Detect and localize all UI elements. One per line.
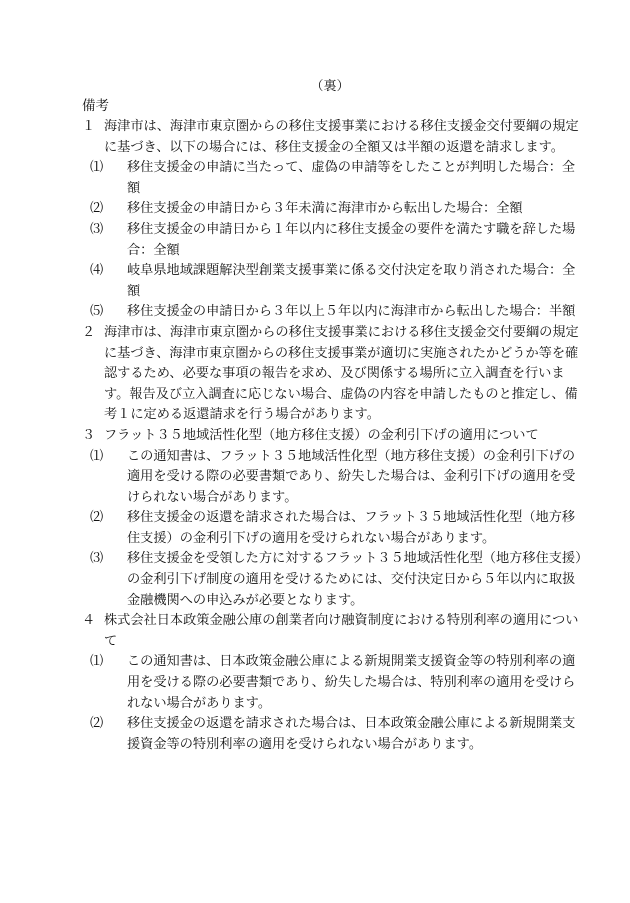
subitem-text: この通知書は、日本政策金融公庫による新規開業支援資金等の特別利率の適用を受ける際の必要書類であり、紛失した場合は、特別利率の適用を受けられない場合があります。 [127,654,576,711]
subitem-text: 移住支援金の返還を請求された場合は、フラット３５地域活性化型（地方移住支援）の金利引下げの適用を受けられない場合があります。 [127,510,576,546]
section-title: 備考 [82,98,109,114]
subitem-number: ⑷ [90,263,104,279]
remark-subitem [82,158,582,199]
remark-subitem [82,549,582,611]
subitem-number: ⑴ [90,654,104,670]
item-number: １ [82,119,96,134]
subitem-text: 移住支援金の返還を請求された場合は、日本政策金融公庫による新規開業支援資金等の特別利率の適用を受けられない場合があります。 [127,716,576,752]
remark-item-4 [82,611,582,652]
item-text: フラット３５地域活性化型（地方移住支援）の金利引下げの適用について [104,427,539,443]
item-text: 海津市は、海津市東京圏からの移住支援事業における移住支援金交付要綱の規定に基づき、海津市東京圏からの移住支援事業が適切に実施されたかどうか等を確認するため、必要な事項の報告を求め、及び関係する場所に立入調査を行います。報告及び立入調査に応じない場合、虚偽の内容を申請したものと推定し、備考１に定める返還請求を行う場合があります。 [104,324,579,423]
item-number: ２ [82,324,96,340]
remark-item-3 [82,426,582,447]
page-side-label: （裏） [310,79,350,94]
remark-subitem [82,199,582,220]
remark-subitem [82,652,582,714]
remark-item-1 [82,117,582,158]
subitem-text: 移住支援金の申請日から１年以内に移住支援金の要件を満たす職を辞した場合：全額 [127,221,576,258]
subitem-text: 移住支援金の申請日から３年未満に海津市から転出した場合：全額 [127,201,523,217]
remarks-list [82,117,582,755]
subitem-number: ⑴ [90,160,104,176]
subitem-text: この通知書は、フラット３５地域活性化型（地方移住支援）の金利引下げの適用を受ける際の必要書類であり、紛失した場合は、金利引下げの適用を受けられない場合があります。 [127,448,576,505]
subitem-text: 移住支援金の申請に当たって、虚偽の申請等をしたことが判明した場合：全額 [127,160,576,196]
subitem-number: ⑶ [90,551,104,567]
subitem-number: ⑸ [90,304,104,320]
subitem-text: 岐阜県地域課題解決型創業支援事業に係る交付決定を取り消された場合：全額 [127,263,576,299]
item-text: 海津市は、海津市東京圏からの移住支援事業における移住支援金交付要綱の規定に基づき、以下の場合には、移住支援金の全額又は半額の返還を請求します。 [104,119,579,155]
remark-subitem [82,261,582,302]
subitem-text: 移住支援金を受領した方に対するフラット３５地域活性化型（地方移住支援）の金利引下げ制度の適用を受けるためには、交付決定日から５年以内に取扱金融機関への申込みが必要となります。 [127,551,582,608]
item-number: ３ [82,427,96,443]
remark-subitem [82,714,582,755]
subitem-text: 移住支援金の申請日から３年以上５年以内に海津市から転出した場合：半額 [127,304,576,320]
remark-subitem [82,508,582,549]
item-number: ４ [82,613,96,629]
remark-subitem [82,447,582,509]
subitem-number: ⑶ [90,221,104,237]
remark-item-2 [82,323,582,426]
remark-subitem [82,302,582,323]
item-text: 株式会社日本政策金融公庫の創業者向け融資制度における特別利率の適用について [104,613,579,649]
subitem-number: ⑵ [90,510,104,526]
subitem-number: ⑴ [90,448,104,464]
remark-subitem [82,220,582,261]
subitem-number: ⑵ [90,716,104,732]
subitem-number: ⑵ [90,201,104,217]
